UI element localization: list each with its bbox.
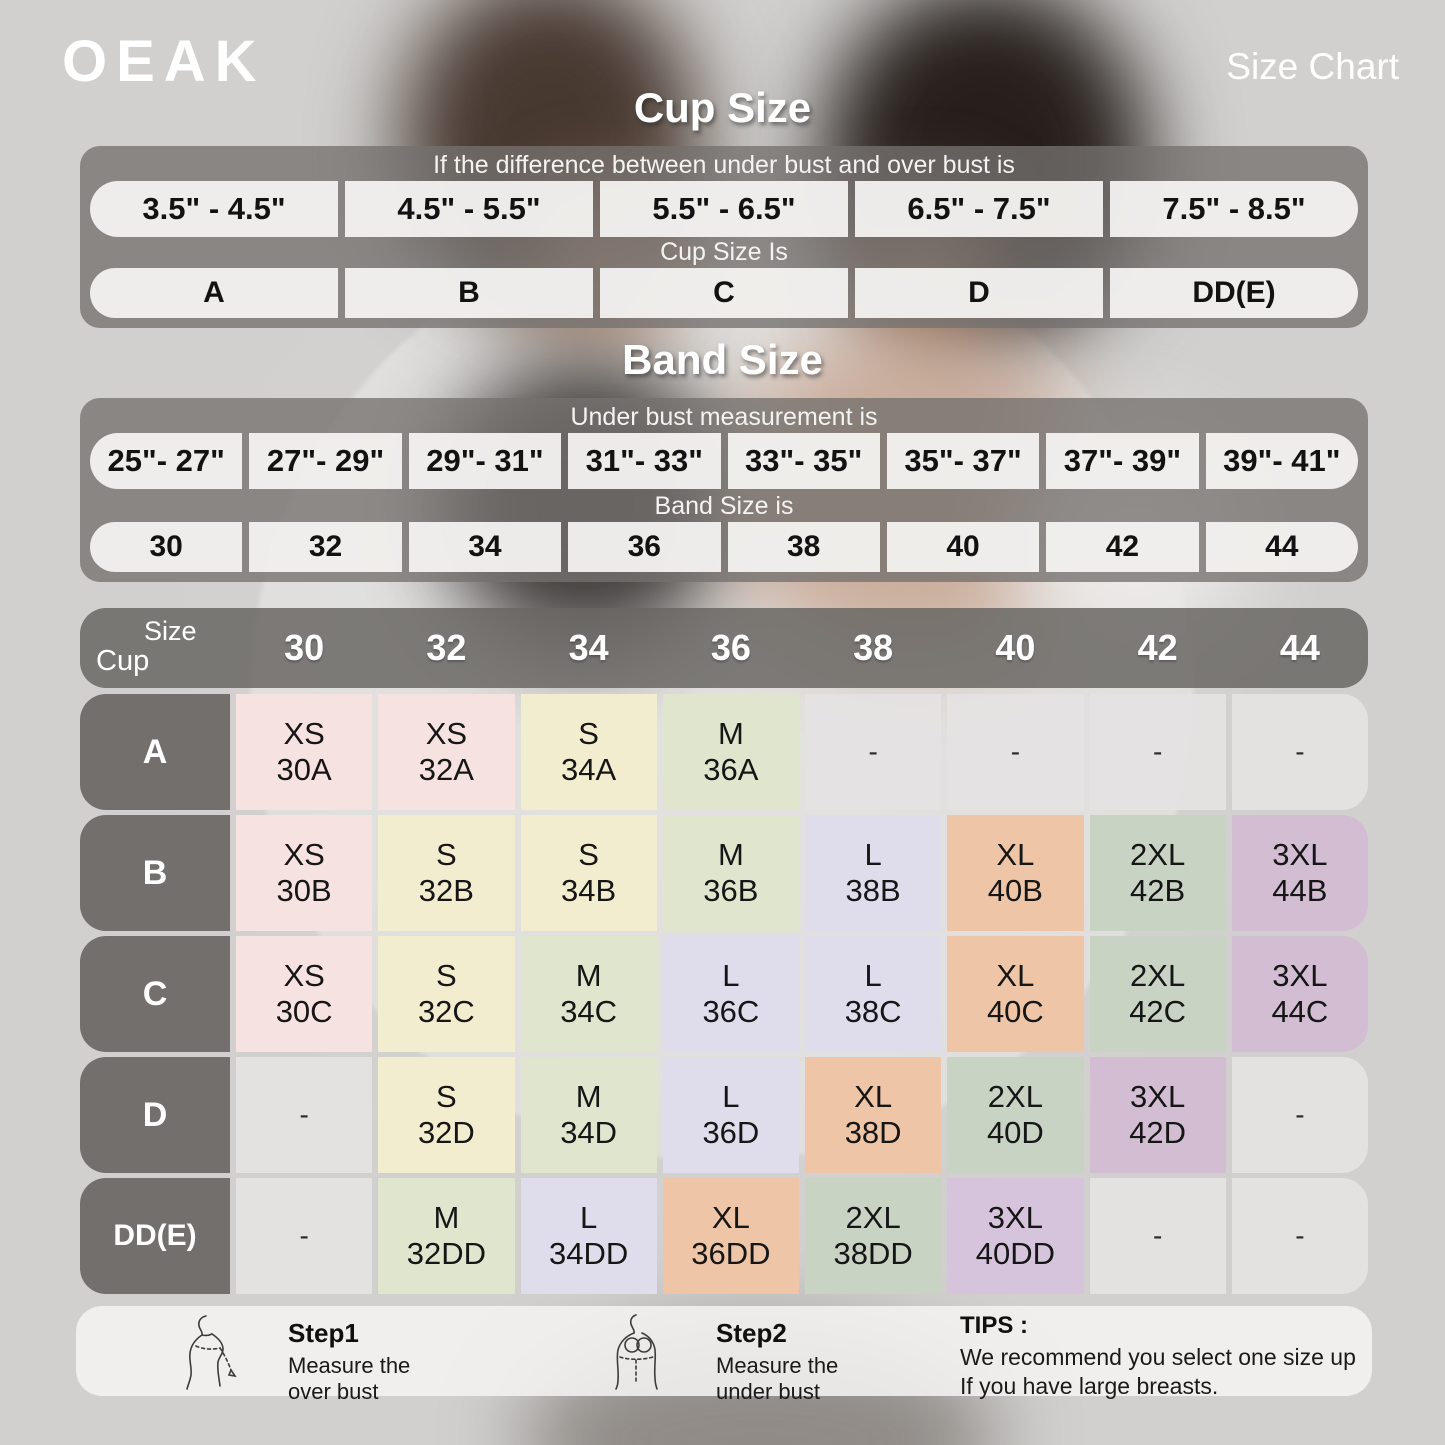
cell-size: S: [578, 837, 599, 873]
cell-size: -: [1295, 1219, 1305, 1251]
matrix-cell: [663, 1178, 799, 1294]
cup-size-title: Cup Size: [633, 84, 812, 131]
matrix-cell: [805, 1178, 941, 1294]
band-result-pill: 34: [409, 522, 561, 572]
matrix-row: [80, 815, 1368, 931]
matrix-corner-label: [80, 608, 230, 688]
cell-size: -: [299, 1219, 309, 1251]
cup-range-pill: 3.5" - 4.5": [90, 181, 338, 237]
cell-size: S: [578, 716, 599, 752]
matrix-column-header: 44: [1279, 627, 1320, 668]
cell-code: 34D: [560, 1115, 618, 1150]
matrix-cell: [521, 694, 657, 810]
cell-size: L: [722, 1079, 740, 1115]
cup-range-pill: 4.5" - 5.5": [345, 181, 593, 237]
cup-result-pill: DD(E): [1110, 268, 1358, 318]
cell-code: 32B: [418, 873, 474, 908]
tips-block: [960, 1312, 1356, 1401]
cell-size: -: [1152, 735, 1163, 767]
matrix-column-header: 34: [568, 627, 609, 668]
matrix-cell: [1232, 694, 1368, 810]
matrix-cell: [805, 936, 941, 1052]
matrix-cell: [378, 936, 514, 1052]
matrix-cell: [521, 1178, 657, 1294]
matrix-column-header: 38: [853, 627, 894, 668]
band-size-panel: [80, 398, 1368, 582]
band-range-row: [90, 433, 1358, 489]
step1-title: Step1: [288, 1318, 359, 1348]
band-result-pill: 40: [887, 522, 1039, 572]
step1-line1: Measure the: [288, 1353, 411, 1378]
cell-code: 36B: [703, 873, 759, 908]
cell-code: 38DD: [833, 1236, 913, 1271]
matrix-cell: [521, 936, 657, 1052]
cell-code: 36C: [702, 994, 760, 1029]
cell-size: XL: [711, 1200, 750, 1236]
cup-result-label: Cup Size Is: [660, 238, 788, 267]
matrix-cell: [1090, 694, 1226, 810]
cell-code: 40D: [986, 1115, 1044, 1150]
measure-under-bust-icon: [596, 1312, 676, 1390]
cell-size: S: [436, 837, 457, 873]
matrix-cell: [378, 1057, 514, 1173]
cell-code: 30C: [275, 994, 333, 1029]
band-range-pill: 31"- 33": [568, 433, 720, 489]
cell-code: 38C: [844, 994, 902, 1029]
band-result-pill: 38: [728, 522, 880, 572]
cell-code: 36A: [703, 752, 759, 787]
matrix-cell: [1232, 815, 1368, 931]
step2-line1: Measure the: [716, 1353, 839, 1378]
matrix-cell: [521, 1057, 657, 1173]
cell-code: 40B: [987, 873, 1043, 908]
band-range-pill: 29"- 31": [409, 433, 561, 489]
cell-size: XL: [996, 837, 1035, 873]
cell-size: L: [864, 958, 882, 994]
cell-size: XL: [996, 958, 1035, 994]
matrix-column-header: 42: [1137, 627, 1178, 668]
cell-size: 3XL: [1272, 837, 1328, 873]
cell-size: S: [436, 1079, 457, 1115]
cell-code: 42B: [1130, 873, 1186, 908]
matrix-cell: [236, 936, 372, 1052]
matrix-cell: [1232, 1178, 1368, 1294]
matrix-cell: [1090, 1057, 1226, 1173]
cup-range-pill: 5.5" - 6.5": [600, 181, 848, 237]
matrix-cell: [947, 815, 1083, 931]
matrix-cell: [236, 694, 372, 810]
matrix-cell: [663, 815, 799, 931]
band-result-pill: 44: [1206, 522, 1358, 572]
cell-code: 32A: [418, 752, 474, 787]
cell-code: 34B: [561, 873, 617, 908]
cell-size: -: [1295, 1098, 1305, 1130]
cell-code: 44C: [1271, 994, 1329, 1029]
matrix-cell: [663, 1057, 799, 1173]
band-range-pill: 25"- 27": [90, 433, 242, 489]
band-result-label: Band Size is: [654, 491, 794, 520]
cell-code: 44B: [1272, 873, 1328, 908]
band-result-pill: 36: [568, 522, 720, 572]
step2-line2: under bust: [716, 1378, 820, 1404]
cell-code: 32C: [417, 994, 475, 1029]
page-title: Size Chart: [1226, 46, 1399, 87]
cell-code: 36D: [702, 1115, 760, 1150]
measure-guide-bar: [76, 1306, 1372, 1404]
matrix-row: [80, 1178, 1368, 1294]
matrix-row-label: D: [80, 1057, 230, 1173]
matrix-cell: [805, 1057, 941, 1173]
cell-code: 34C: [560, 994, 618, 1029]
cell-size: M: [575, 958, 602, 994]
cup-range-row: [90, 181, 1358, 237]
cell-size: XS: [283, 837, 325, 873]
cell-size: 3XL: [987, 1200, 1043, 1236]
matrix-row-label: DD(E): [80, 1178, 230, 1294]
band-condition-label: Under bust measurement is: [570, 403, 878, 431]
tips-title: TIPS :: [960, 1312, 1029, 1339]
cell-code: 34DD: [548, 1236, 629, 1271]
cell-size: 3XL: [1272, 958, 1328, 994]
matrix-cell: [236, 1057, 372, 1173]
cell-size: L: [722, 958, 740, 994]
cell-size: M: [433, 1200, 460, 1236]
cell-size: -: [299, 1098, 309, 1130]
matrix-cell: [1090, 936, 1226, 1052]
cell-code: 32D: [417, 1115, 475, 1150]
matrix-cell: [1232, 1057, 1368, 1173]
matrix-cell: [663, 936, 799, 1052]
band-result-pill: 42: [1046, 522, 1198, 572]
matrix-cell: [947, 694, 1083, 810]
cup-result-pill: A: [90, 268, 338, 318]
matrix-cell: [1232, 936, 1368, 1052]
matrix-cell: [378, 694, 514, 810]
cup-condition-label: If the difference between under bust and over bust is: [433, 151, 1015, 179]
matrix-cell: [663, 694, 799, 810]
step2-title: Step2: [716, 1318, 787, 1348]
cell-code: 30B: [276, 873, 332, 908]
cell-code: 42C: [1129, 994, 1187, 1029]
matrix-column-header: 30: [284, 627, 325, 668]
tips-line1: We recommend you select one size up: [960, 1344, 1356, 1370]
cell-size: 2XL: [845, 1200, 901, 1236]
band-range-pill: 39"- 41": [1206, 433, 1358, 489]
cup-result-pill: B: [345, 268, 593, 318]
cell-size: XS: [283, 716, 325, 752]
cell-code: 32DD: [406, 1236, 486, 1271]
step2-block: [716, 1318, 838, 1405]
cell-size: XS: [425, 716, 468, 752]
cell-code: 38D: [844, 1115, 902, 1150]
cell-size: XL: [854, 1079, 893, 1115]
matrix-cell: [1090, 815, 1226, 931]
matrix-cell: [805, 694, 941, 810]
cell-size: 2XL: [987, 1079, 1043, 1115]
band-result-pill: 32: [249, 522, 401, 572]
matrix-cell: [1090, 1178, 1226, 1294]
matrix-column-header: 40: [995, 627, 1036, 668]
band-result-pill: 30: [90, 522, 242, 572]
cell-size: L: [864, 837, 882, 873]
cell-code: 40DD: [975, 1236, 1055, 1271]
cell-size: S: [436, 958, 457, 994]
corner-size-label: Size: [144, 616, 197, 646]
cell-code: 42D: [1129, 1115, 1187, 1150]
matrix-cell: [378, 1178, 514, 1294]
matrix-cell: [236, 815, 372, 931]
cell-size: -: [868, 735, 878, 767]
band-range-pill: 27"- 29": [249, 433, 401, 489]
cup-result-pill: C: [600, 268, 848, 318]
matrix-row: [80, 1057, 1368, 1173]
corner-cup-label: Cup: [96, 645, 150, 677]
size-matrix: [80, 694, 1368, 1294]
band-range-pill: 35"- 37": [887, 433, 1039, 489]
cell-size: M: [717, 716, 744, 752]
cell-code: 34A: [561, 752, 617, 787]
step1-block: [288, 1318, 410, 1405]
band-result-row: [90, 522, 1358, 572]
matrix-row: [80, 694, 1368, 810]
matrix-column-header: 32: [426, 627, 467, 668]
cell-size: 2XL: [1130, 837, 1186, 873]
cell-size: 2XL: [1130, 958, 1186, 994]
matrix-row: [80, 936, 1368, 1052]
cell-code: 36DD: [691, 1236, 771, 1271]
cell-size: -: [1010, 735, 1021, 767]
matrix-cell: [236, 1178, 372, 1294]
matrix-row-label: B: [80, 815, 230, 931]
matrix-cell: [947, 936, 1083, 1052]
cup-result-row: [90, 268, 1358, 318]
band-range-pill: 33"- 35": [728, 433, 880, 489]
cell-code: 38B: [845, 873, 901, 908]
cell-size: 3XL: [1130, 1079, 1186, 1115]
cup-range-pill: 7.5" - 8.5": [1110, 181, 1358, 237]
cup-range-pill: 6.5" - 7.5": [855, 181, 1103, 237]
matrix-cell: [521, 815, 657, 931]
brand-logo: OEAK: [62, 29, 266, 94]
band-range-pill: 37"- 39": [1046, 433, 1198, 489]
measure-over-bust-icon: [168, 1312, 258, 1390]
cell-code: 30A: [276, 752, 332, 787]
cell-size: -: [1152, 1219, 1163, 1251]
step1-line2: over bust: [288, 1378, 379, 1404]
cup-size-panel: [80, 146, 1368, 328]
tips-line2: If you have large breasts.: [960, 1372, 1219, 1399]
cup-result-pill: D: [855, 268, 1103, 318]
matrix-row-label: C: [80, 936, 230, 1052]
matrix-header: [80, 608, 1368, 688]
cell-size: M: [717, 837, 744, 873]
matrix-cell: [947, 1178, 1083, 1294]
matrix-row-label: A: [80, 694, 230, 810]
cell-size: -: [1295, 735, 1305, 767]
matrix-cell: [378, 815, 514, 931]
band-size-title: Band Size: [622, 336, 823, 383]
matrix-cell: [805, 815, 941, 931]
cell-size: M: [575, 1079, 602, 1115]
cell-size: L: [580, 1200, 598, 1236]
cell-size: XS: [283, 958, 325, 994]
matrix-column-header: 36: [710, 627, 751, 668]
cell-code: 40C: [986, 994, 1044, 1029]
matrix-cell: [947, 1057, 1083, 1173]
